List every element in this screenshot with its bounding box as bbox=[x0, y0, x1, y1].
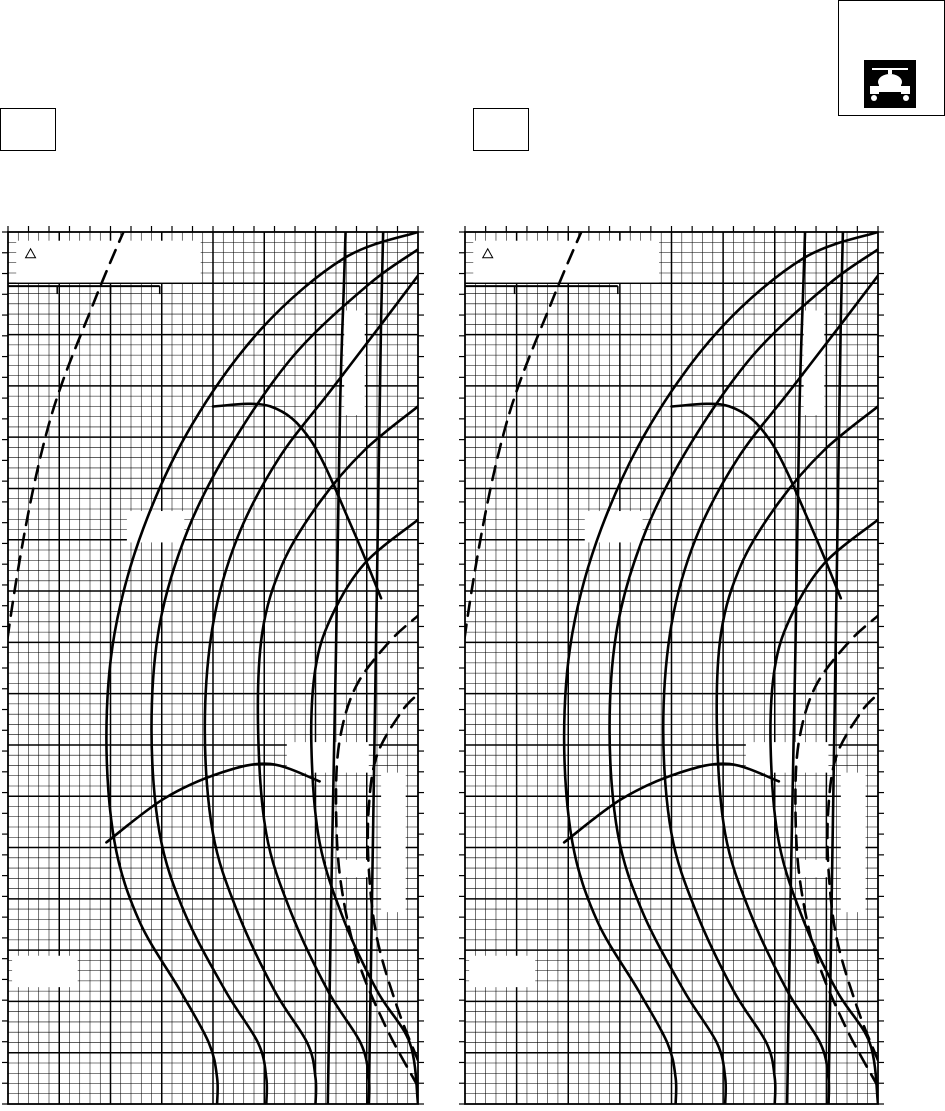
series-line-8 bbox=[432, 215, 589, 982]
label-patch bbox=[800, 860, 829, 877]
label-patch bbox=[473, 241, 659, 283]
label-patch bbox=[585, 511, 643, 542]
label-patch bbox=[127, 511, 184, 542]
series-line-3 bbox=[663, 276, 878, 1104]
label-patch bbox=[287, 742, 369, 773]
label-patch bbox=[340, 860, 369, 877]
label-patch bbox=[344, 310, 365, 415]
label-patch bbox=[381, 773, 406, 913]
series-line-3 bbox=[205, 276, 418, 1104]
label-patch bbox=[841, 773, 866, 913]
chart-panel-1 bbox=[0, 145, 424, 1104]
label-patch bbox=[469, 956, 535, 987]
label-patch bbox=[746, 742, 829, 773]
series-line-8 bbox=[0, 215, 131, 982]
chart-panel-2 bbox=[432, 145, 884, 1104]
label-patch bbox=[804, 310, 825, 415]
label-patch bbox=[12, 956, 78, 987]
label-patch bbox=[16, 241, 201, 283]
